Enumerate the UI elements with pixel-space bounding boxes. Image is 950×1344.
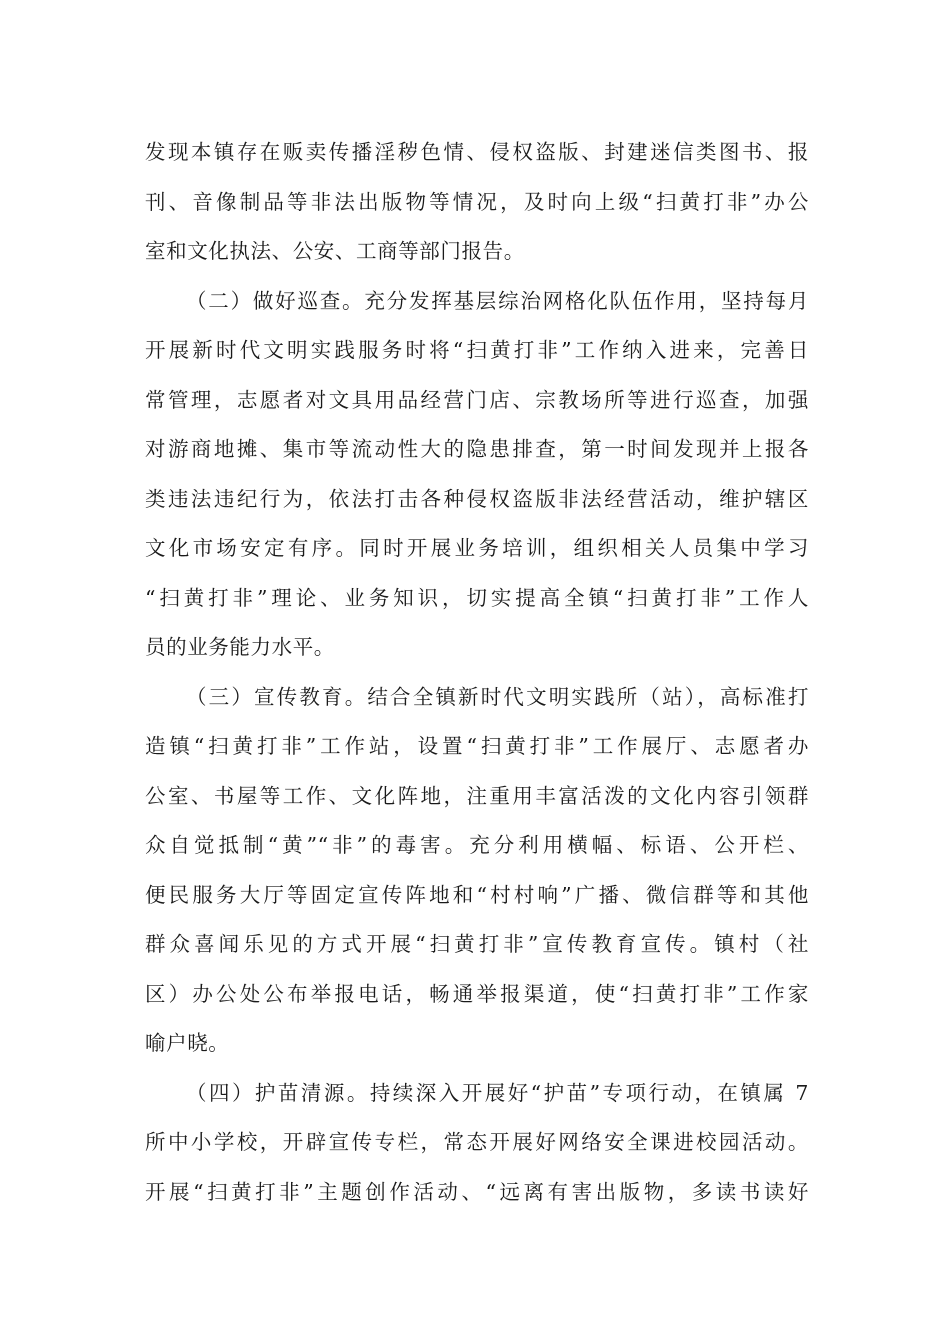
text-line: 区）办公处公布举报电话，畅通举报渠道，使“扫黄打非”工作家 [145, 981, 809, 1006]
text-line: （二）做好巡查。充分发挥基层综治网格化队伍作用，坚持每月 [186, 288, 809, 313]
text-line: 所中小学校，开辟宣传专栏，常态开展好网络安全课进校园活动。 [145, 1130, 809, 1154]
text-line: “扫黄打非”理论、业务知识，切实提高全镇“扫黄打非”工作人 [145, 585, 809, 610]
text-line: 造镇“扫黄打非”工作站，设置“扫黄打非”工作展厅、志愿者办 [145, 734, 809, 758]
text-line: 对游商地摊、集市等流动性大的隐患排查，第一时间发现并上报各 [145, 437, 809, 461]
text-line: （三）宣传教育。结合全镇新时代文明实践所（站），高标准打 [186, 684, 809, 709]
text-line: 室和文化执法、公安、工商等部门报告。 [145, 239, 525, 263]
text-line: 众自觉抵制“黄”“非”的毒害。充分利用横幅、标语、公开栏、 [145, 833, 809, 857]
document-body [145, 128, 809, 1217]
text-line: 便民服务大厅等固定宣传阵地和“村村响”广播、微信群等和其他 [145, 882, 809, 907]
text-line: 常管理，志愿者对文具用品经营门店、宗教场所等进行巡查，加强 [145, 387, 809, 412]
text-line: 喻户晓。 [145, 1031, 230, 1055]
text-line: 开展新时代文明实践服务时将“扫黄打非”工作纳入进来，完善日 [145, 338, 809, 362]
paragraph [145, 128, 809, 277]
paragraph [145, 1069, 809, 1218]
text-line: 文化市场安定有序。同时开展业务培训，组织相关人员集中学习 [145, 536, 809, 560]
paragraph [145, 277, 809, 673]
text-line: 刊、音像制品等非法出版物等情况，及时向上级“扫黄打非”办公 [145, 189, 809, 214]
text-line: （四）护苗清源。持续深入开展好“护苗”专项行动，在镇属 7 [186, 1080, 809, 1105]
text-line: 群众喜闻乐见的方式开展“扫黄打非”宣传教育宣传。镇村（社 [145, 932, 809, 956]
text-line: 员的业务能力水平。 [145, 635, 335, 659]
paragraph [145, 673, 809, 1069]
text-line: 类违法违纪行为，依法打击各种侵权盗版非法经营活动，维护辖区 [145, 486, 809, 511]
text-line: 公室、书屋等工作、文化阵地，注重用丰富活泼的文化内容引领群 [145, 783, 809, 808]
text-line: 发现本镇存在贩卖传播淫秽色情、侵权盗版、封建迷信类图书、报 [145, 140, 809, 164]
text-line: 开展“扫黄打非”主题创作活动、“远离有害出版物，多读书读好 [145, 1179, 809, 1204]
